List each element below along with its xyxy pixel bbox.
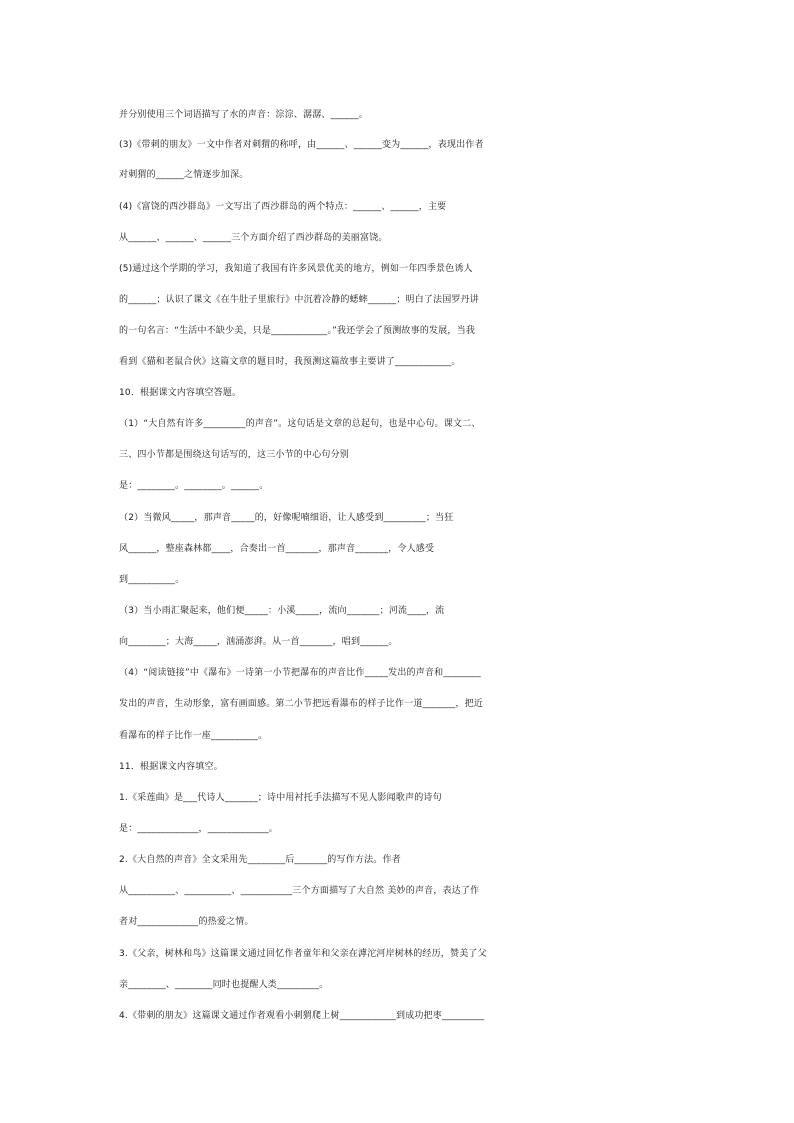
text-line: 从__________、__________、___________三个方面描写了大自然 美妙的声音，表达了作: [119, 886, 480, 896]
question-heading: 10．根据课文内容填空答题。: [119, 388, 242, 398]
text-line: 并分别使用三个词语描写了水的声音：淙淙、潺潺、______。: [119, 110, 369, 120]
text-line: 者对_____________的热爱之情。: [119, 917, 254, 927]
text-line: 1.《采莲曲》是___代诗人_______；诗中用衬托手法描写不见人影闻歌声的诗句: [119, 793, 442, 803]
text-line: 从______、______、______三个方面介绍了西沙群岛的美丽富饶。: [119, 233, 388, 243]
text-line: 到__________。: [119, 575, 185, 585]
text-line: 4.《带刺的朋友》这篇课文通过作者观看小刺猬爬上树____________到成功把枣_________: [119, 1011, 485, 1021]
text-line: （2）当微风_____，那声音_____的，好像呢喃细语，让人感受到_________；当狂: [119, 513, 454, 523]
text-line: 对刺猬的______之情逐步加深。: [119, 170, 249, 180]
text-line: 看到《猫和老鼠合伙》这篇文章的题目时，我预测这篇故事主要讲了____________。: [119, 357, 461, 367]
text-line: （3）当小雨汇聚起来，他们便_____：小溪_____，流向_______；河流____，流: [119, 606, 445, 616]
text-line: 向________；大海_____，汹涌澎湃。从一首_______，唱到______。: [119, 637, 398, 647]
text-line: （1）“大自然有许多_________的声音”。这句话是文章的总起句，也是中心句。课文二、: [119, 419, 481, 429]
text-line: 风______，整座森林都____，合奏出一首_______，那声音_______，令人感受: [119, 544, 435, 554]
text-line: 三、四小节都是围绕这句话写的，这三小节的中心句分别: [119, 450, 350, 460]
text-line: 亲________、________同时也提醒人类_________。: [119, 980, 329, 990]
text-line: 2.《大自然的声音》全文采用先________后_______的写作方法。作者: [119, 855, 401, 865]
text-line: （4）“阅读链接”中《瀑布》一诗第一小节把瀑布的声音比作_____发出的声音和________: [119, 668, 481, 678]
text-line: (5)通过这个学期的学习，我知道了我国有许多风景优美的地方，例如一年四季景色诱人: [119, 264, 473, 274]
text-line: (3)《带刺的朋友》一文中作者对刺猬的称呼，由______、______变为______，表现出作者: [119, 140, 484, 150]
text-line: (4)《富饶的西沙群岛》一文写出了西沙群岛的两个特点：______、______，主要: [119, 202, 447, 212]
text-line: 是：________。________。______。: [119, 481, 269, 491]
text-line: 发出的声音，生动形象，富有画面感。第二小节把远看瀑布的样子比作一道_______，把近: [119, 699, 484, 709]
text-line: 的一句名言：“生活中不缺少美，只是____________。”我还学会了预测故事的发展，当我: [119, 326, 476, 336]
text-line: 的______；认识了课文《在牛肚子里旅行》中沉着冷静的蟋蟀______；明白了法国罗丹讲: [119, 295, 480, 305]
text-line: 看瀑布的样子比作一座__________。: [119, 731, 268, 741]
text-line: 3.《父亲，树林和鸟》这篇课文通过回忆作者童年和父亲在滹沱河岸树林的经历，赞美了父: [119, 949, 487, 959]
text-line: 是：_____________，_____________。: [119, 824, 279, 834]
question-heading: 11．根据课文内容填空。: [119, 762, 223, 772]
